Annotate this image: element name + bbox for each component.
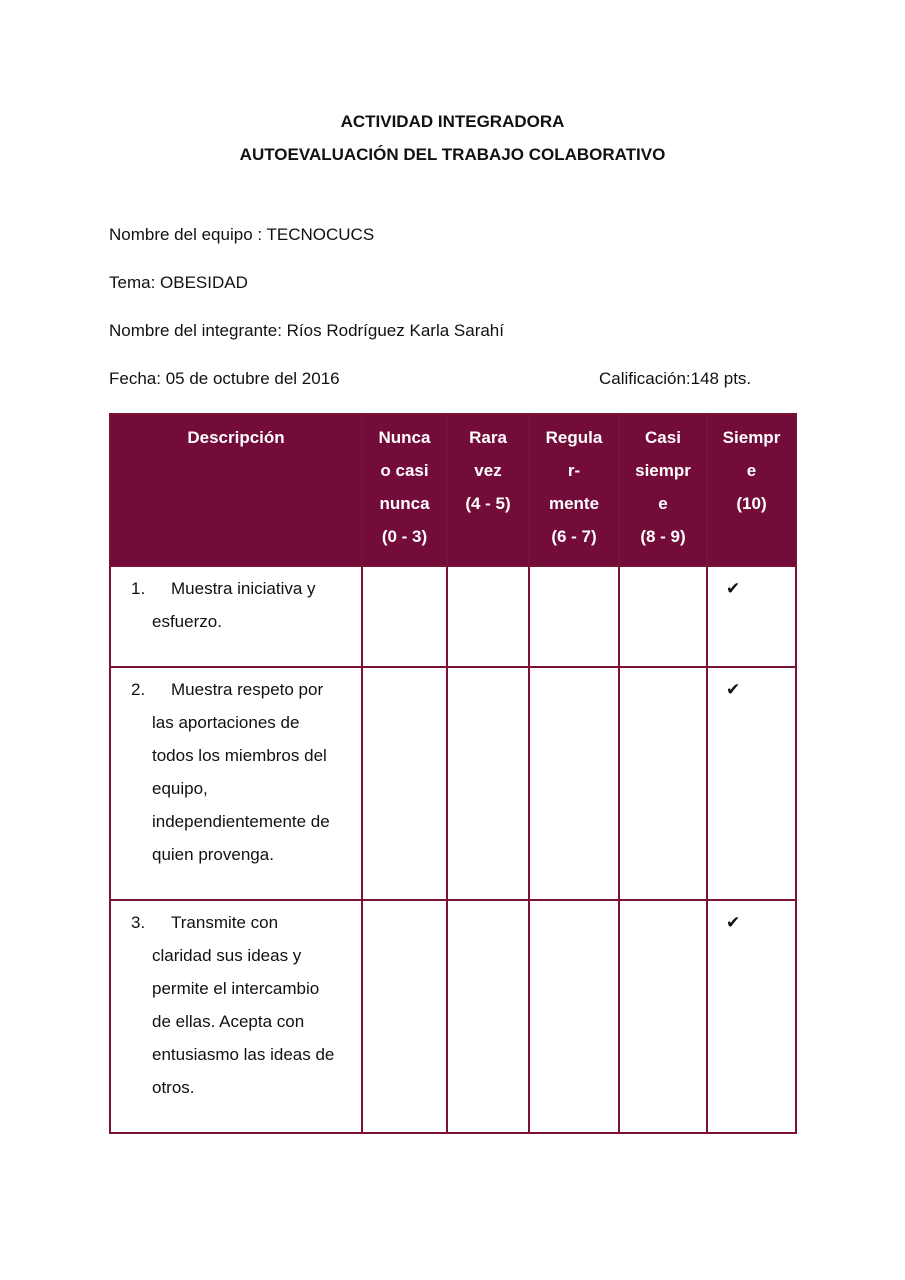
date-field: Fecha: 05 de octubre del 2016: [109, 369, 340, 388]
header-siempre: Siempr e (10): [707, 414, 796, 566]
criterion-number: 2.: [131, 680, 146, 699]
cell-nunca: [362, 566, 447, 667]
criterion-number: 3.: [131, 913, 146, 932]
self-evaluation-table: [109, 413, 797, 1134]
criterion-description: 1. Muestra iniciativa y esfuerzo.: [110, 566, 362, 667]
cell-regularmente: [529, 900, 619, 1133]
cell-nunca: [362, 667, 447, 900]
header-rara-vez: Rara vez (4 - 5): [447, 414, 529, 566]
cell-regularmente: [529, 667, 619, 900]
criterion-description: 2. Muestra respeto por las aportaciones de todos los miembros del equipo, independientemente de quien provenga.: [110, 667, 362, 900]
topic-field: Tema: OBESIDAD: [109, 273, 248, 292]
table-row: [110, 900, 796, 1133]
cell-siempre: [707, 900, 796, 1133]
criterion-number: 1.: [131, 579, 146, 598]
grade-field: Calificación:148 pts.: [599, 369, 752, 388]
header-casi-siempre: Casi siempr e (8 - 9): [619, 414, 707, 566]
table-row: [110, 667, 796, 900]
cell-rara-vez: [447, 900, 529, 1133]
cell-casi-siempre: [619, 667, 707, 900]
checkmark-icon: ✔: [726, 913, 741, 932]
cell-nunca: [362, 900, 447, 1133]
team-name-field: Nombre del equipo : TECNOCUCS: [109, 225, 375, 244]
header-descripcion: Descripción: [110, 414, 362, 566]
table-header-row: [110, 414, 796, 566]
table-row: [110, 566, 796, 667]
header-nunca: Nunca o casi nunca (0 - 3): [362, 414, 447, 566]
checkmark-icon: ✔: [726, 680, 741, 699]
criterion-description: 3. Transmite con claridad sus ideas y permite el intercambio de ellas. Acepta con entusiasmo las ideas de otros.: [110, 900, 362, 1133]
cell-regularmente: [529, 566, 619, 667]
document-subtitle: AUTOEVALUACIÓN DEL TRABAJO COLABORATIVO: [239, 145, 666, 164]
document-title: ACTIVIDAD INTEGRADORA: [340, 112, 565, 131]
member-name-field: Nombre del integrante: Ríos Rodríguez Karla Sarahí: [109, 321, 504, 340]
cell-siempre: [707, 667, 796, 900]
cell-casi-siempre: [619, 900, 707, 1133]
cell-casi-siempre: [619, 566, 707, 667]
cell-rara-vez: [447, 566, 529, 667]
checkmark-icon: ✔: [726, 579, 741, 598]
cell-rara-vez: [447, 667, 529, 900]
header-regularmente: Regula r- mente (6 - 7): [529, 414, 619, 566]
cell-siempre: [707, 566, 796, 667]
